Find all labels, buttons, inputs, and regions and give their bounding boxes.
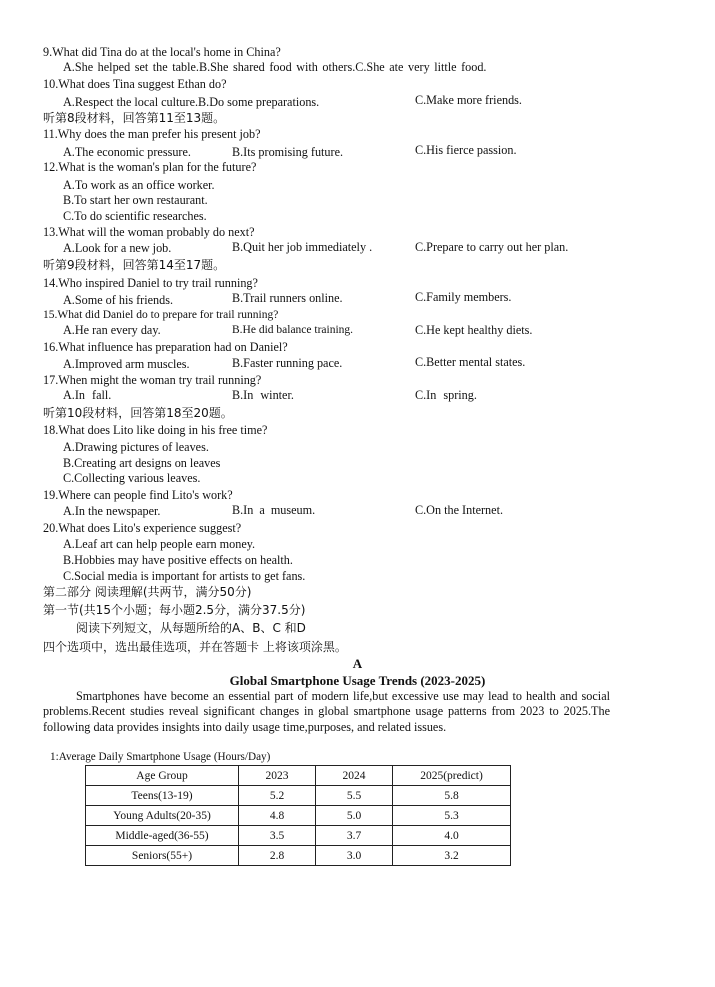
question-16-option-c: C.Better mental states. — [415, 355, 526, 369]
question-13-option-b: B.Quit her job immediately . — [232, 240, 373, 254]
question-20-option-b: B.Hobbies may have positive effects on health. — [63, 553, 293, 567]
header-2025: 2025(predict) — [393, 766, 511, 786]
question-12-option-a: A.To work as an office worker. — [63, 178, 215, 192]
question-13-option-c: C.Prepare to carry out her plan. — [415, 240, 569, 254]
question-10-option-ab: A.Respect the local culture.B.Do some preparations. — [63, 95, 320, 109]
question-17-option-c: C.In spring. — [415, 388, 477, 402]
part2-heading: 第二部分 阅读理解(共两节，满分50分) — [43, 585, 252, 599]
question-15-option-c: C.He kept healthy diets. — [415, 323, 533, 337]
table-row — [86, 786, 511, 806]
question-17-option-a: A.In fall. — [63, 388, 112, 402]
header-age-group: Age Group — [86, 766, 239, 786]
table-row — [86, 846, 511, 866]
question-11-option-a: A.The economic pressure. — [63, 145, 191, 159]
question-20-option-c: C.Social media is important for artists to get fans. — [63, 569, 306, 583]
cell-2024: 5.5 — [316, 786, 393, 806]
question-18-option-c: C.Collecting various leaves. — [63, 471, 201, 485]
question-19-option-b: B.In a museum. — [232, 503, 316, 517]
question-20-option-a: A.Leaf art can help people earn money. — [63, 537, 256, 551]
question-20: 20.What does Lito's experience suggest? — [43, 521, 242, 535]
question-11-option-b: B.Its promising future. — [232, 145, 344, 159]
cell-2025: 5.8 — [393, 786, 511, 806]
part2-instructions-1: 阅读下列短文，从每题所给的A、B、C 和D — [76, 621, 306, 635]
question-13: 13.What will the woman probably do next? — [43, 225, 255, 239]
cell-age-group: Middle-aged(36-55) — [86, 826, 239, 846]
cell-2025: 3.2 — [393, 846, 511, 866]
table-row — [86, 806, 511, 826]
question-13-option-a: A.Look for a new job. — [63, 241, 172, 255]
cell-2024: 3.7 — [316, 826, 393, 846]
passage-body: Smartphones have become an essential part of modern life,but excessive use may lead to health and social problems.Recent studies reveal significant changes in global smartphone usage patterns from 2023 to 2025.The following data provides insights into daily usage time,purposes, and related issues. — [43, 689, 610, 734]
header-2024: 2024 — [316, 766, 393, 786]
cell-2025: 5.3 — [393, 806, 511, 826]
question-9: 9.What did Tina do at the local's home in China? — [43, 45, 281, 59]
question-11: 11.Why does the man prefer his present job? — [43, 127, 261, 141]
question-12: 12.What is the woman's plan for the future? — [43, 160, 257, 174]
usage-table — [85, 765, 511, 866]
question-10: 10.What does Tina suggest Ethan do? — [43, 77, 227, 91]
passage-letter: A — [352, 656, 363, 671]
question-17-option-b: B.In winter. — [232, 388, 294, 402]
section-10-heading: 听第10段材料，回答第18至20题。 — [43, 406, 233, 420]
question-15-option-b: B.He did balance training. — [232, 324, 354, 336]
table-header-row — [86, 766, 511, 786]
question-17: 17.When might the woman try trail running? — [43, 373, 262, 387]
question-14-option-b: B.Trail runners online. — [232, 291, 343, 305]
question-14-option-c: C.Family members. — [415, 290, 512, 304]
part2-section1: 第一节(共15个小题；每小题2.5分，满分37.5分) — [43, 603, 306, 617]
cell-age-group: Young Adults(20-35) — [86, 806, 239, 826]
table-caption: 1:Average Daily Smartphone Usage (Hours/Day) — [50, 751, 271, 763]
question-16-option-a: A.Improved arm muscles. — [63, 357, 190, 371]
cell-2024: 3.0 — [316, 846, 393, 866]
cell-2025: 4.0 — [393, 826, 511, 846]
cell-2023: 2.8 — [239, 846, 316, 866]
question-15-option-a: A.He ran every day. — [63, 323, 161, 337]
cell-2023: 4.8 — [239, 806, 316, 826]
question-18-option-a: A.Drawing pictures of leaves. — [63, 440, 209, 454]
part2-instructions-2: 四个选项中，选出最佳选项，并在答题卡 上将该项涂黑。 — [43, 640, 347, 654]
section-9-heading: 听第9段材料，回答第14至17题。 — [43, 258, 226, 272]
question-15: 15.What did Daniel do to prepare for trail running? — [43, 309, 279, 321]
question-16-option-b: B.Faster running pace. — [232, 356, 343, 370]
cell-2024: 5.0 — [316, 806, 393, 826]
question-12-option-c: C.To do scientific researches. — [63, 209, 207, 223]
question-12-option-b: B.To start her own restaurant. — [63, 193, 208, 207]
question-11-option-c: C.His fierce passion. — [415, 143, 517, 157]
question-19: 19.Where can people find Lito's work? — [43, 488, 233, 502]
passage-title: Global Smartphone Usage Trends (2023-2025) — [229, 673, 486, 688]
question-14-option-a: A.Some of his friends. — [63, 293, 174, 307]
cell-age-group: Teens(13-19) — [86, 786, 239, 806]
question-19-option-c: C.On the Internet. — [415, 503, 503, 517]
question-18: 18.What does Lito like doing in his free time? — [43, 423, 268, 437]
question-10-option-c: C.Make more friends. — [415, 93, 522, 107]
question-9-options: A.She helped set the table.B.She shared food with others.C.She ate very little food. — [63, 60, 487, 74]
cell-2023: 5.2 — [239, 786, 316, 806]
question-14: 14.Who inspired Daniel to try trail running? — [43, 276, 258, 290]
header-2023: 2023 — [239, 766, 316, 786]
table-row — [86, 826, 511, 846]
question-19-option-a: A.In the newspaper. — [63, 504, 161, 518]
section-8-heading: 听第8段材料，回答第11至13题。 — [43, 111, 226, 125]
cell-2023: 3.5 — [239, 826, 316, 846]
question-16: 16.What influence has preparation had on Daniel? — [43, 340, 288, 354]
cell-age-group: Seniors(55+) — [86, 846, 239, 866]
question-18-option-b: B.Creating art designs on leaves — [63, 456, 221, 470]
